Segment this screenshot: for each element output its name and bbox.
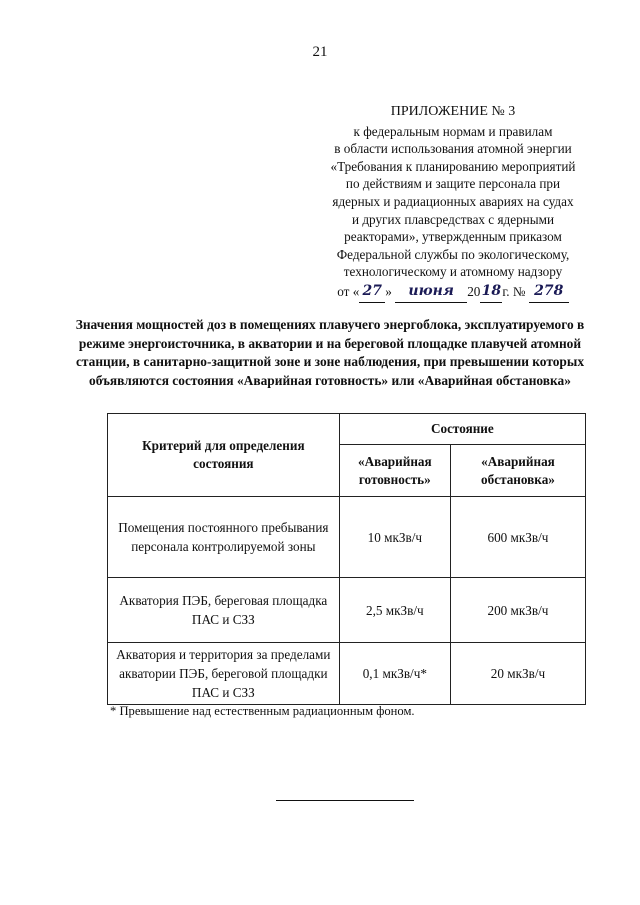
criterion-cell: Акватория ПЭБ, береговая площадка ПАС и СЗЗ xyxy=(108,578,340,643)
header-emergency: «Аварийная обстановка» xyxy=(450,445,585,497)
appendix-line: в области использования атомной энергии xyxy=(334,141,572,157)
date-prefix: от « xyxy=(337,283,360,299)
date-year-suffix: 18 xyxy=(481,282,502,299)
emergency-value: 20 мкЗв/ч xyxy=(450,643,585,705)
table-header-row xyxy=(108,414,586,445)
page-number: 21 xyxy=(312,44,328,60)
criterion-cell: Акватория и территория за пределами акватории ПЭБ, береговой площадки ПАС и СЗЗ xyxy=(108,643,340,705)
date-day-field xyxy=(359,283,385,303)
table-row xyxy=(108,643,586,705)
table-row xyxy=(108,497,586,578)
appendix-block xyxy=(298,103,608,303)
date-month: июня xyxy=(408,282,454,299)
footnote: * Превышение над естественным радиационным фоном. xyxy=(110,704,415,718)
appendix-line: Федеральной службы по экологическому, xyxy=(336,246,570,262)
date-quote-close: » xyxy=(385,283,392,299)
appendix-line: и других плавсредствах с ядерными xyxy=(351,211,555,227)
appendix-title: ПРИЛОЖЕНИЕ № 3 xyxy=(390,104,516,119)
table-row xyxy=(108,578,586,643)
date-day: 27 xyxy=(362,282,383,299)
bottom-divider xyxy=(276,800,414,801)
header-criterion: Критерий для определения состояния xyxy=(108,414,340,497)
date-number-label: г. № xyxy=(502,283,526,299)
criterion-cell: Помещения постоянного пребывания персонала контролируемой зоны xyxy=(108,497,340,578)
order-number: 278 xyxy=(534,282,564,299)
appendix-line: «Требования к планированию мероприятий xyxy=(330,158,576,174)
date-year-field xyxy=(480,283,502,303)
emergency-value: 600 мкЗв/ч xyxy=(450,497,585,578)
readiness-value: 2,5 мкЗв/ч xyxy=(339,578,450,643)
order-date-line xyxy=(298,283,608,303)
dose-rate-table xyxy=(107,413,586,705)
date-month-field xyxy=(395,283,467,303)
document-heading: Значения мощностей доз в помещениях плавучего энергоблока, эксплуатируемого в режиме энергоисточника, в акватории и на береговой площадке плавучей атомной станции, в санитарно-защитной зоне и зоне наблюдения, при превышении которых объявляются состояния «Аварийная готовность» или «Аварийная обстановка» xyxy=(75,317,585,388)
appendix-line: технологическому и атомному надзору xyxy=(343,264,563,280)
date-year-prefix: 20 xyxy=(467,283,481,299)
appendix-line: к федеральным нормам и правилам xyxy=(353,123,553,139)
readiness-value: 0,1 мкЗв/ч* xyxy=(339,643,450,705)
header-readiness: «Аварийная готовность» xyxy=(339,445,450,497)
emergency-value: 200 мкЗв/ч xyxy=(450,578,585,643)
header-state: Состояние xyxy=(339,414,585,445)
appendix-line: по действиям и защите персонала при xyxy=(345,176,561,192)
appendix-line: реакторами», утвержденным приказом xyxy=(344,229,562,245)
readiness-value: 10 мкЗв/ч xyxy=(339,497,450,578)
appendix-line: ядерных и радиационных авариях на судах xyxy=(332,193,574,209)
order-number-field xyxy=(529,283,569,303)
